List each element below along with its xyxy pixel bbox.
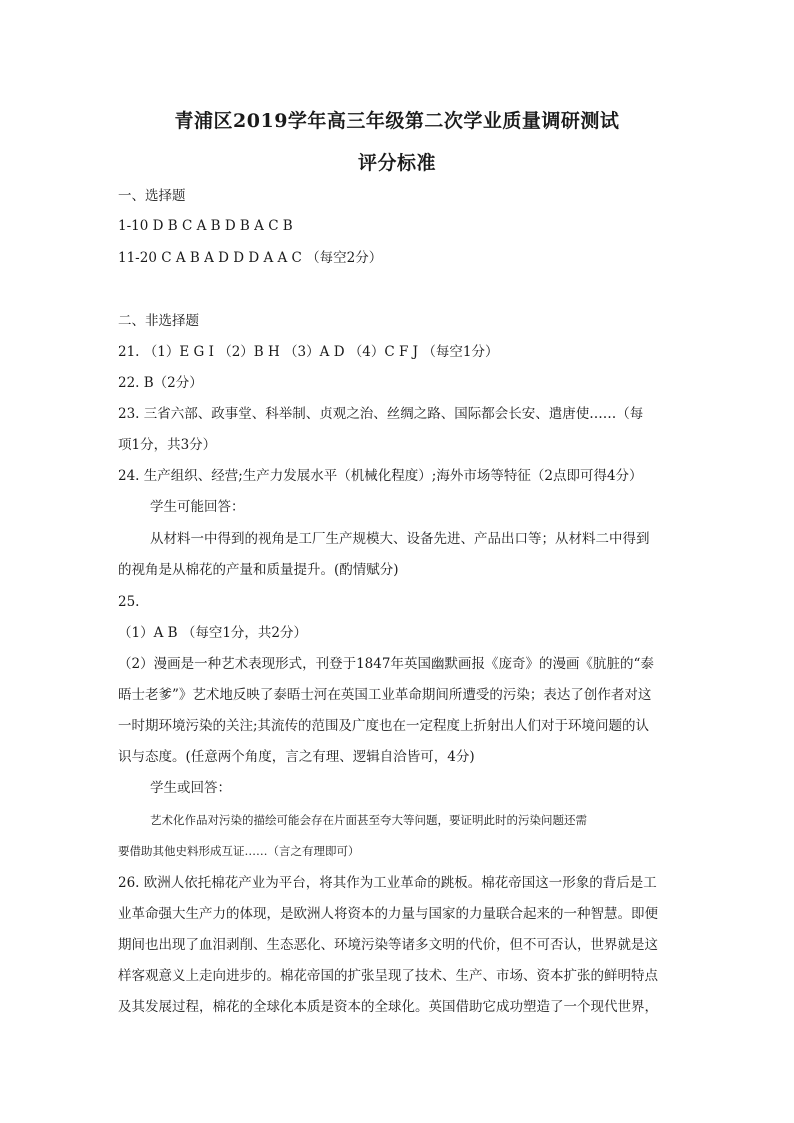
answer-q24-line4: 的视角是从棉花的产量和质量提升。(酌情赋分) [118,562,399,578]
answer-row-1-10: 1-10 D B C A B D B A C B [118,218,293,234]
answer-q24-line3: 从材料一中得到的视角是工厂生产规模大、设备先进、产品出口等；从材料二中得到 [150,531,650,547]
answer-q21: 21. （1）E G I （2）B H （3）A D （4）C F J （每空1分） [118,344,499,360]
answer-q25-student-heading: 学生或回答： [150,780,231,796]
answer-q25-student-line2: 要借助其他史料形成互证……（言之有理即可） [118,844,360,858]
answer-q26-line4: 样客观意义上走向进步的。棉花帝国的扩张呈现了技术、生产、市场、资本扩张的鲜明特点 [118,968,658,984]
document-subtitle: 评分标准 [357,152,436,174]
answer-q26-line1: 26. 欧洲人依托棉花产业为平台，将其作为工业革命的跳板。棉花帝国这一形象的背后是工 [118,875,657,891]
answer-q24-line2: 学生可能回答： [150,499,245,515]
answer-q25: 25. [118,594,140,610]
answer-q22: 22. B（2分） [118,375,203,391]
section-heading-nonchoice: 二、非选择题 [118,313,199,329]
answer-q25-part2-line4: 识与态度。(任意两个角度，言之有理、逻辑自洽皆可，4分) [118,749,475,765]
answer-q23-line2: 项1分，共3分） [118,437,217,453]
answer-q23-line1: 23. 三省六部、政事堂、科举制、贞观之治、丝绸之路、国际都会长安、遣唐使……（每 [118,406,644,422]
answer-q26-line3: 期间也出现了血泪剥削、生态恶化、环境污染等诸多文明的代价，但不可否认，世界就是这 [118,937,658,953]
answer-q25-student-line1: 艺术化作品对污染的描绘可能会存在片面甚至夸大等问题，要证明此时的污染问题还需 [150,813,587,827]
answer-row-11-20: 11-20 C A B A D D D A A C （每空2分） [118,250,383,266]
answer-q26-line2: 业革命强大生产力的体现，是欧洲人将资本的力量与国家的力量联合起来的一种智慧。即便 [118,906,658,922]
answer-q25-part2-line2: 晤士老爹”》艺术地反映了泰晤士河在英国工业革命期间所遭受的污染；表达了创作者对这 [118,687,652,703]
answer-q24-line1: 24. 生产组织、经营;生产力发展水平（机械化程度）;海外市场等特征（2点即可得4分） [118,468,643,484]
answer-q26-line5: 及其发展过程，棉花的全球化本质是资本的全球化。英国借助它成功塑造了一个现代世界， [118,999,658,1015]
answer-q25-part2-line1: （2）漫画是一种艺术表现形式，刊登于1847年英国幽默画报《庞奇》的漫画《肮脏的“泰 [118,656,654,672]
document-title: 青浦区2019学年高三年级第二次学业质量调研测试 [174,110,620,132]
answer-q25-part2-line3: 一时期环境污染的关注;其流传的范围及广度也在一定程度上折射出人们对于环境问题的认 [118,718,650,734]
section-heading-choice: 一、选择题 [118,188,186,204]
answer-q25-part1: （1）A B （每空1分，共2分） [118,625,308,641]
